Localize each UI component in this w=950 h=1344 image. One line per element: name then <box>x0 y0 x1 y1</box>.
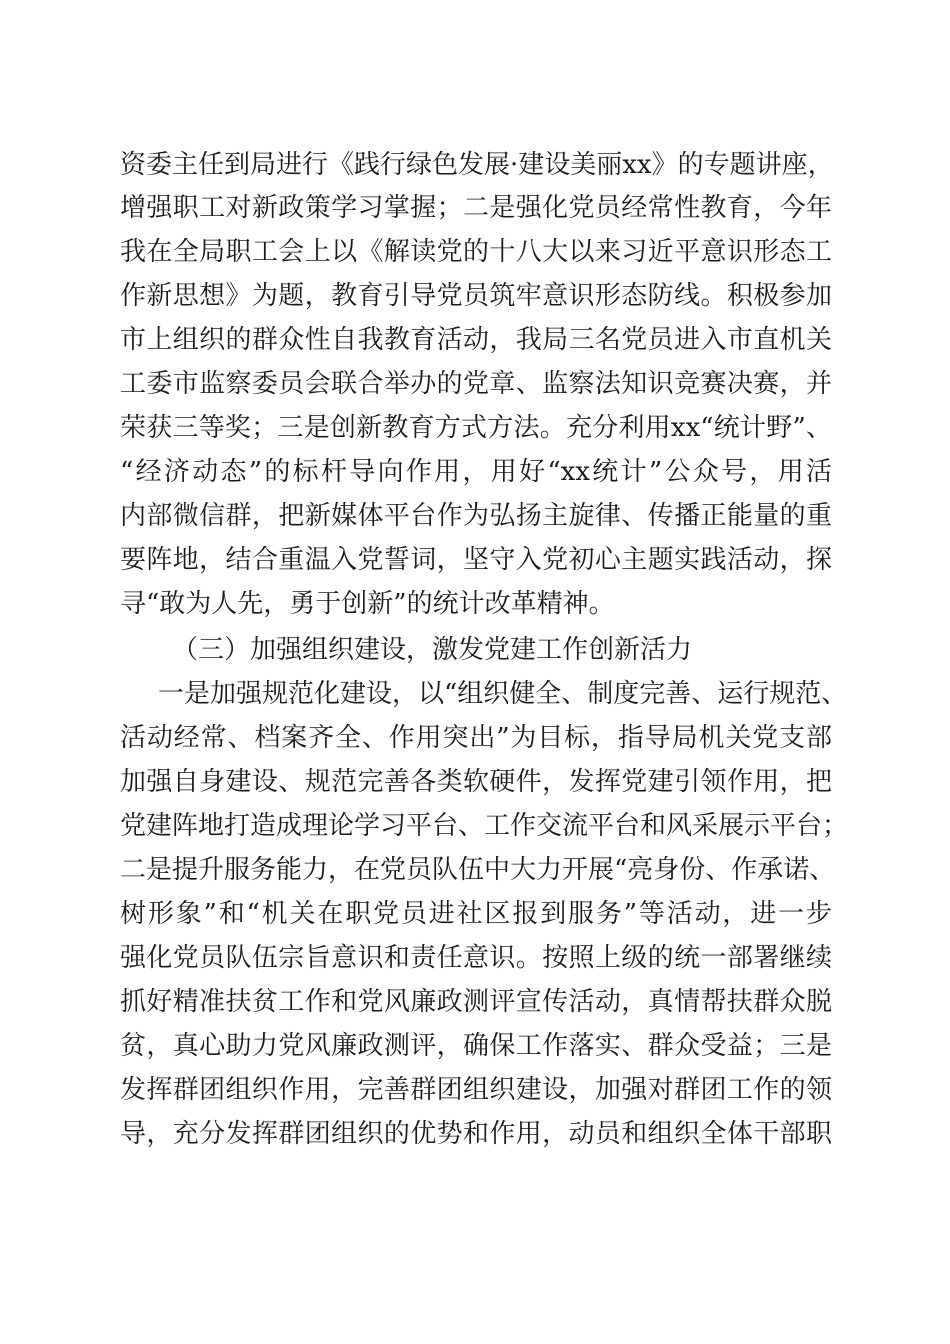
paragraph2-line: 活动经常、档案齐全、作用突出”为目标，指导局机关党支部 <box>120 723 832 753</box>
paragraph1-line: 作新思想》为题，教育引导党员筑牢意识形态防线。积极参加 <box>120 281 832 311</box>
paragraph2-line: 二是提升服务能力，在党员队伍中大力开展“亮身份、作承诺、 <box>120 855 836 885</box>
paragraph1-line: 荣获三等奖；三是创新教育方式方法。充分利用xx“统计野”、 <box>120 413 832 443</box>
paragraph1-line: 资委主任到局进行《践行绿色发展·建设美丽xx》的专题讲座， <box>120 150 834 180</box>
paragraph1-line: 工委市监察委员会联合举办的党章、监察法知识竞赛决赛，并 <box>120 369 832 399</box>
section-heading: （三）加强组织建设，激发党建工作创新活力 <box>172 635 693 665</box>
paragraph1-line: 我在全局职工会上以《解读党的十八大以来习近平意识形态工 <box>120 237 832 267</box>
paragraph2-line: 党建阵地打造成理论学习平台、工作交流平台和风采展示平台； <box>120 811 849 841</box>
paragraph1-line: “经济动态”的标杆导向作用，用好“xx统计”公众号，用活 <box>120 457 832 487</box>
paragraph1-line: 要阵地，结合重温入党誓词，坚守入党初心主题实践活动，探 <box>120 545 832 575</box>
paragraph2-line: 导，充分发挥群团组织的优势和作用，动员和组织全体干部职 <box>120 1119 832 1149</box>
paragraph2-line: 抓好精准扶贫工作和党风廉政测评宣传活动，真情帮扶群众脱 <box>120 987 832 1017</box>
paragraph2-line: 发挥群团组织作用，完善群团组织建设，加强对群团工作的领 <box>120 1075 832 1105</box>
paragraph1-line: 增强职工对新政策学习掌握；二是强化党员经常性教育，今年 <box>120 193 832 223</box>
paragraph2-line: 强化党员队伍宗旨意识和责任意识。按照上级的统一部署继续 <box>120 943 832 973</box>
paragraph2-line: 树形象”和“机关在职党员进社区报到服务”等活动，进一步 <box>120 899 832 929</box>
paragraph2-line: 一是加强规范化建设，以“组织健全、制度完善、运行规范、 <box>158 679 848 709</box>
paragraph1-line: 市上组织的群众性自我教育活动，我局三名党员进入市直机关 <box>120 325 832 355</box>
paragraph2-line: 加强自身建设、规范完善各类软硬件，发挥党建引领作用，把 <box>120 767 832 797</box>
paragraph2-line: 贫，真心助力党风廉政测评，确保工作落实、群众受益；三是 <box>120 1031 832 1061</box>
paragraph1-line: 内部微信群，把新媒体平台作为弘扬主旋律、传播正能量的重 <box>120 501 832 531</box>
paragraph1-line: 寻“敢为人先，勇于创新”的统计改革精神。 <box>120 589 615 619</box>
